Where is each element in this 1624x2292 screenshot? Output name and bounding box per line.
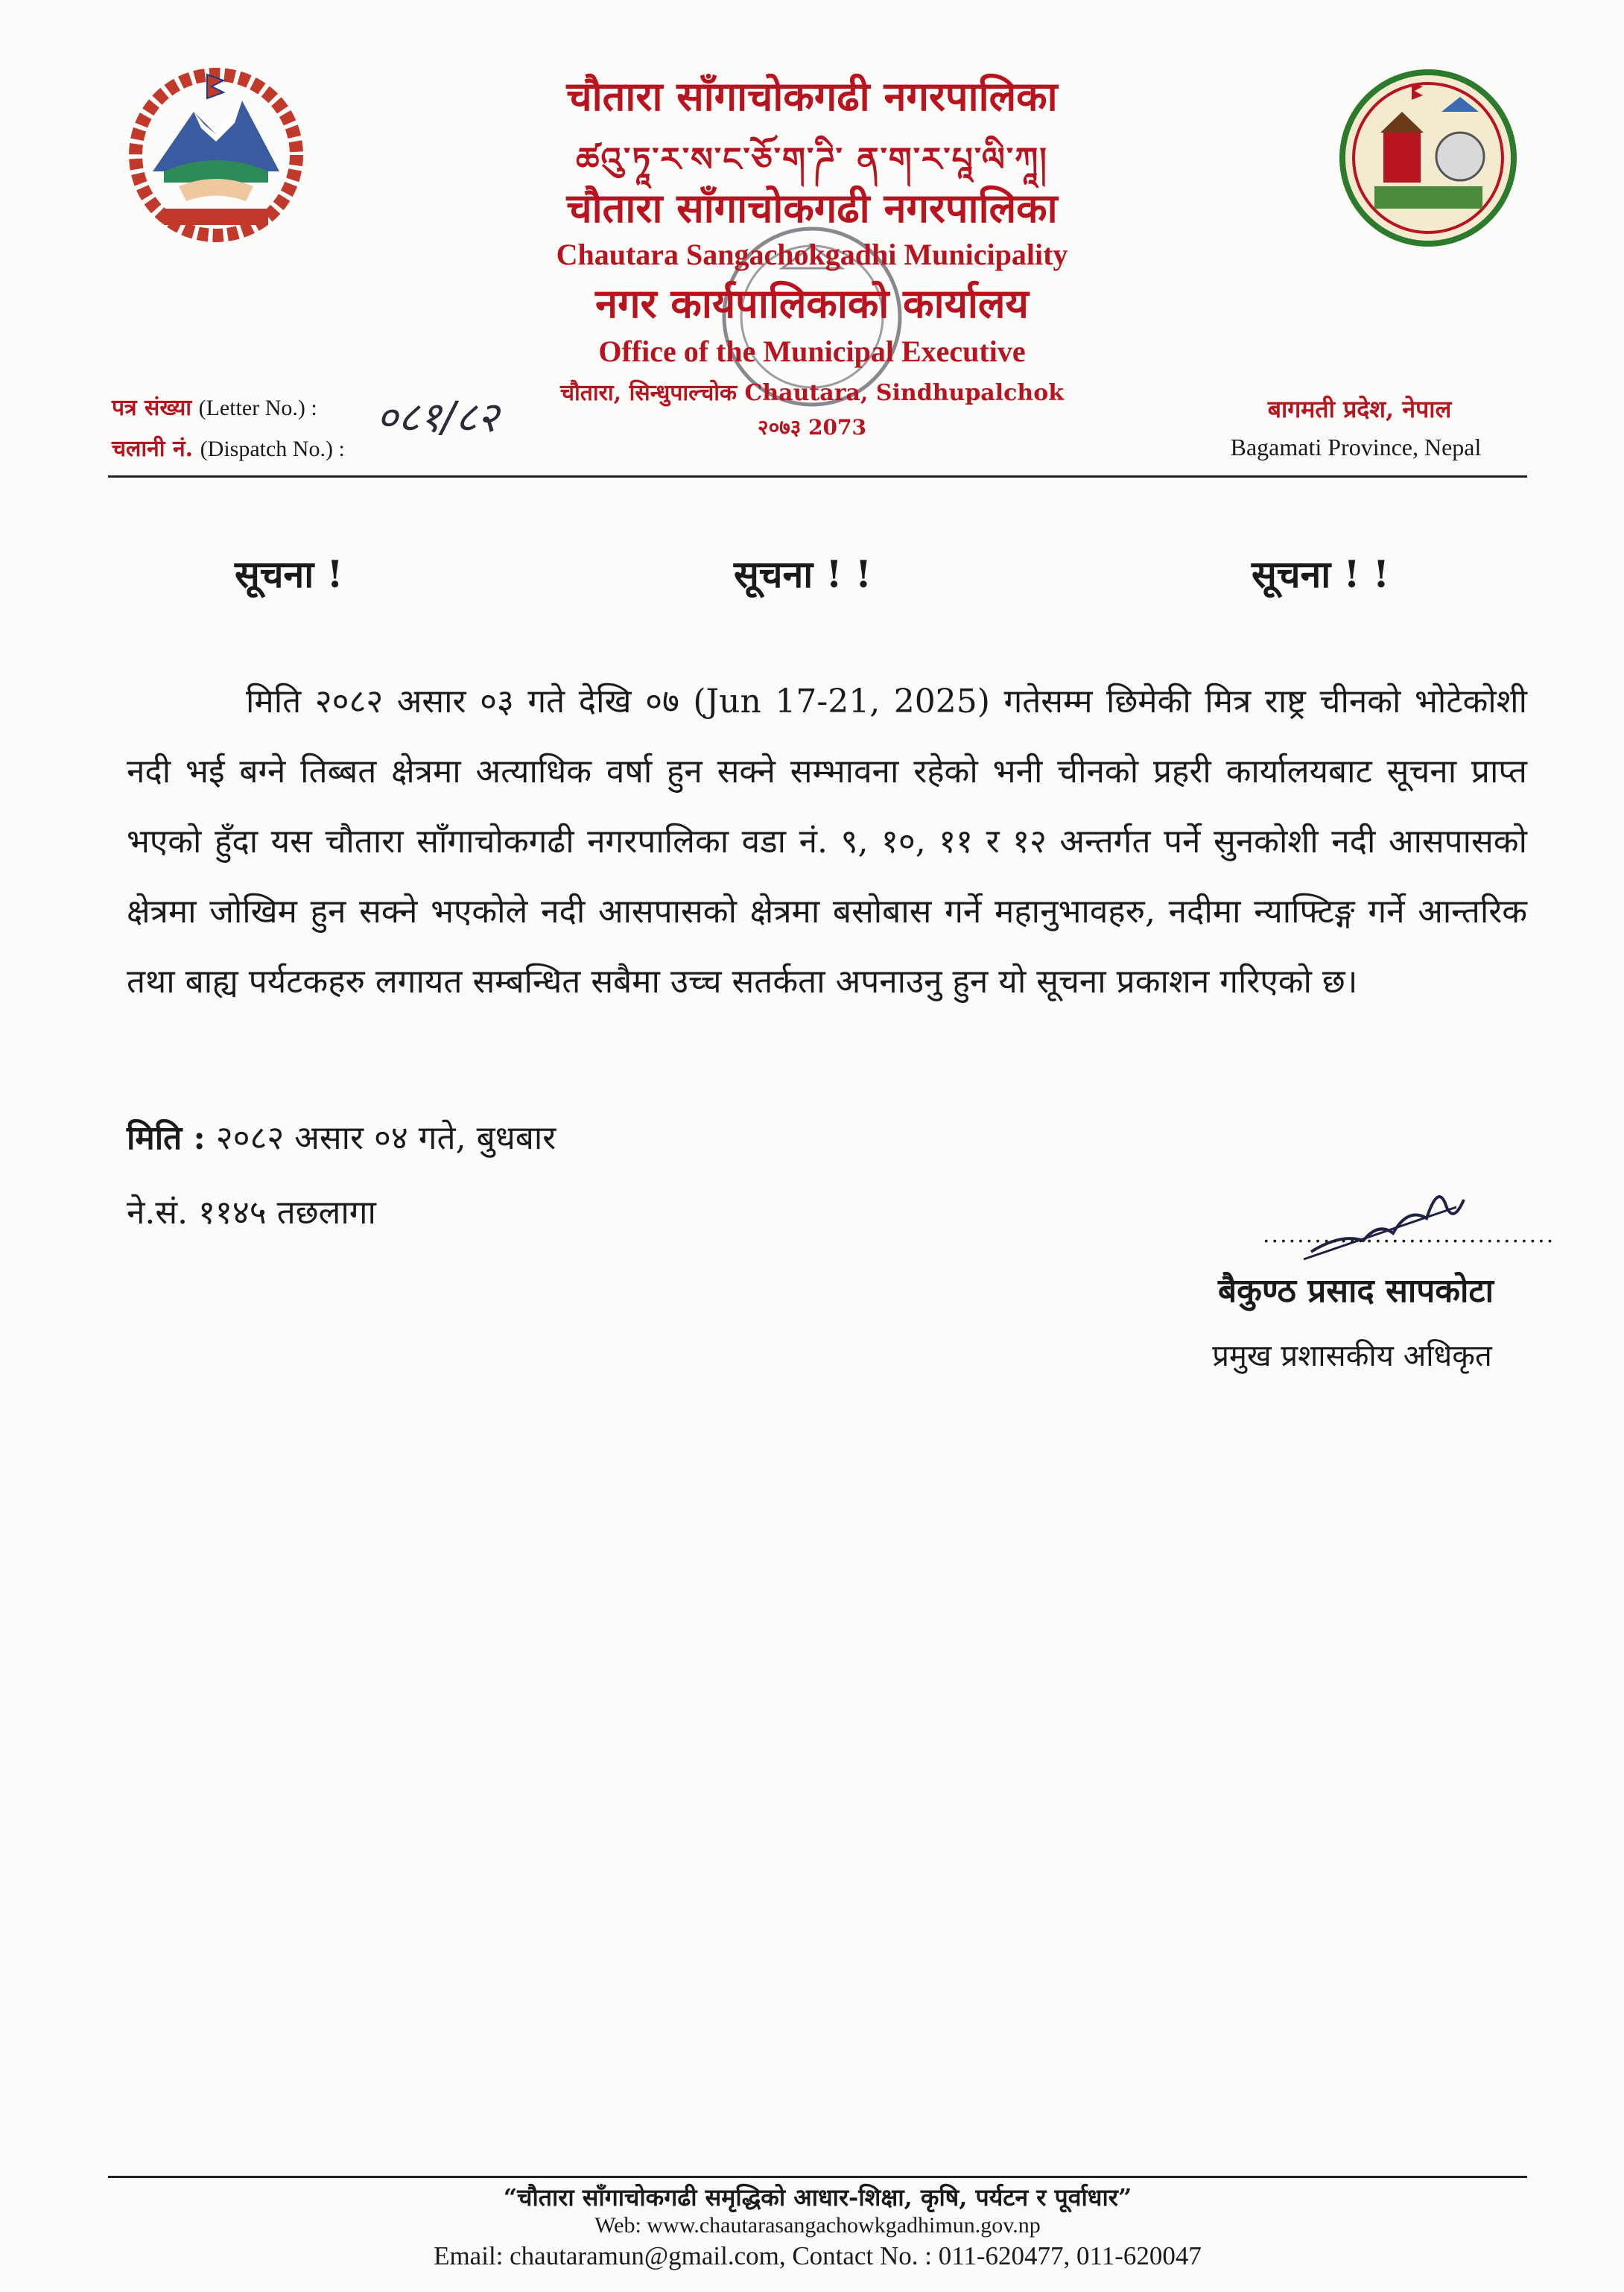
notice-date-row: [127, 1114, 556, 1159]
municipality-name-nepali: चौतारा साँगाचोकगढी नगरपालिका: [566, 72, 1058, 120]
dispatch-number-label-np: चलानी नं.: [112, 436, 194, 462]
province-english: Bagamati Province, Nepal: [1230, 434, 1482, 460]
province-nepali: बागमती प्रदेश, नेपाल: [1267, 395, 1452, 423]
signature-icon: [1296, 1162, 1468, 1267]
notice-date-label: मिति :: [127, 1119, 206, 1157]
notice-date-value: २०८२ असार ०४ गते, बुधबार: [215, 1119, 556, 1157]
footer-contact: Email: chautaramun@gmail.com, Contact No. : 011-620477, 011-620047: [434, 2241, 1202, 2270]
dispatch-number-label-en: (Dispatch No.) :: [200, 437, 345, 461]
office-name-nepali: नगर कार्यपालिकाको कार्यालय: [595, 279, 1029, 327]
notice-heading-3: सूचना ! !: [1252, 552, 1389, 596]
letter-number-label-en: (Letter No.) :: [198, 396, 317, 420]
established-year: २०७३ 2073: [758, 415, 866, 440]
municipality-name-english: Chautara Sangachokgadhi Municipality: [556, 238, 1068, 271]
signatory-name: बैकुण्ठ प्रसाद सापकोटा: [1218, 1272, 1494, 1310]
notice-heading-2: सूचना ! !: [734, 552, 872, 596]
letter-number-row: [112, 391, 317, 422]
nepal-emblem-icon: [112, 60, 320, 246]
municipality-name-newa: चौतारा साँगाचोकगढी नगरपालिका: [566, 184, 1058, 232]
municipality-name-tibetan: ཚའུ་ཏཱ་ར་ས་ང་ཅོ་ག་ཌི་ ན་ག་ར་པཱ་ལི་ཀཱ།: [576, 141, 1048, 179]
header-divider: [108, 475, 1527, 478]
signatory-title: प्रमुख प्रशासकीय अधिकृत: [1212, 1339, 1492, 1373]
letter-number-label-np: पत्र संख्या: [112, 395, 192, 421]
office-address: चौतारा, सिन्धुपाल्चोक Chautara, Sindhupalchok: [559, 380, 1065, 406]
notice-body: मिति २०८२ असार ०३ गते देखि ०७ (Jun 17-21, 2025) गतेसम्म छिमेकी मित्र राष्ट्र चीनको भोटेकोशी नदी भई बग्ने तिब्बत क्षेत्रमा अत्याधिक वर्षा हुन सक्ने सम्भावना रहेको भनी चीनको प्रहरी कार्यालयबाट सूचना प्राप्त भएको हुँदा यस चौतारा साँगाचोकगढी नगरपालिका वडा नं. ९, १०, ११ र १२ अन्तर्गत पर्ने सुनकोशी नदी आसपासको क्षेत्रमा जोखिम हुन सक्ने भएकोले नदी आसपासको क्षेत्रमा बसोबास गर्ने महानुभावहरु, नदीमा न्याफ्टिङ्ग गर्ने आन्तरिक तथा बाह्य पर्यटकहरु लगायत सम्बन्धित सबैमा उच्च सतर्कता अपनाउनु हुन यो सूचना प्रकाशन गरिएको छ।: [127, 683, 1527, 1001]
notice-heading-1: सूचना !: [235, 552, 343, 596]
municipality-logo-icon: [1337, 67, 1520, 250]
footer-divider: [108, 2176, 1527, 2178]
signature-line: ..................................: [1263, 1222, 1555, 1248]
office-name-english: Office of the Municipal Executive: [598, 335, 1026, 368]
footer-motto: “चौतारा साँगाचोकगढी समृद्धिको आधार-शिक्षा, कृषि, पर्यटन र पूर्वाधार”: [503, 2183, 1132, 2212]
letter-number-value: ०८१/८२: [376, 393, 499, 442]
footer-website: Web: www.chautarasangachowkgadhimun.gov.np: [594, 2213, 1041, 2238]
nepal-sambat-date: ने.सं. ११४५ तछलागा: [127, 1194, 376, 1232]
dispatch-number-row: [112, 432, 345, 463]
